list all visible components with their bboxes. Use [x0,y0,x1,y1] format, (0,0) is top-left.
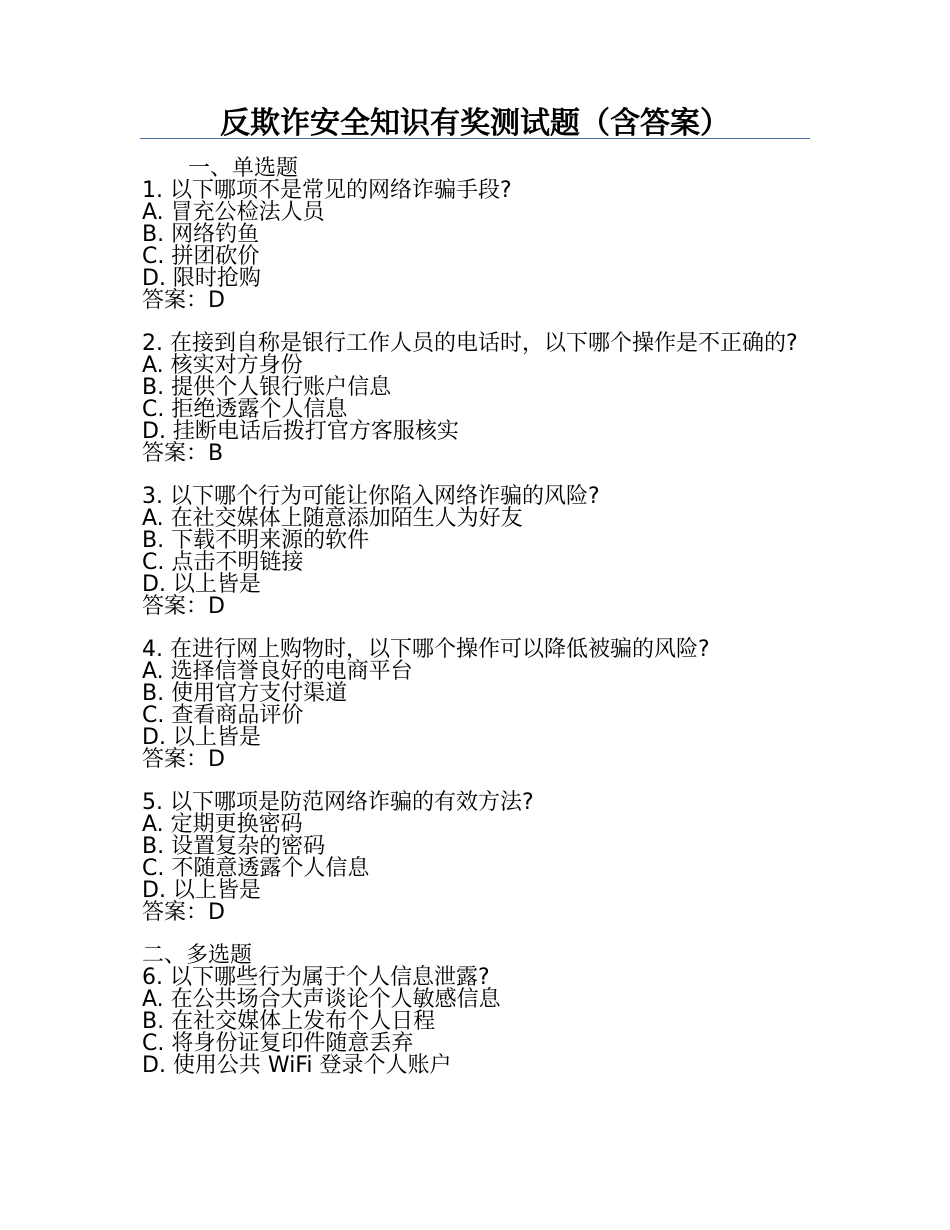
option-c: C. 拒绝透露个人信息 [142,397,348,422]
section-heading: 二、多选题 [142,943,253,968]
option-a: A. 在公共场合大声谈论个人敏感信息 [142,987,501,1012]
question-1 [142,180,802,312]
section-multiple-choice [142,945,802,1077]
option-c: C. 不随意透露个人信息 [142,856,370,881]
option-b: B. 在社交媒体上发布个人日程 [142,1009,436,1034]
option-a: A. 定期更换密码 [142,812,303,837]
question-text: 1. 以下哪项不是常见的网络诈骗手段? [142,178,512,203]
question-text: 5. 以下哪项是防范网络诈骗的有效方法? [142,790,534,815]
question-text: 2. 在接到自称是银行工作人员的电话时，以下哪个操作是不正确的? [142,331,798,356]
option-d: D. 以上皆是 [142,725,261,750]
answer: 答案：D [142,900,225,925]
option-d: D. 限时抢购 [142,266,261,291]
question-4 [142,639,802,771]
option-d: D. 挂断电话后拨打官方客服核实 [142,419,459,444]
answer: 答案：D [142,747,225,772]
question-3 [142,486,802,618]
option-d: D. 使用公共 WiFi 登录个人账户 [142,1053,452,1078]
answer: 答案：B [142,441,224,466]
title-underline [140,138,810,139]
question-text: 6. 以下哪些行为属于个人信息泄露? [142,965,490,990]
question-2 [142,333,802,465]
option-b: B. 提供个人银行账户信息 [142,375,392,400]
document-body [142,158,802,1077]
section-single-choice [142,158,802,945]
option-a: A. 冒充公检法人员 [142,200,325,225]
question-text: 4. 在进行网上购物时，以下哪个操作可以降低被骗的风险? [142,637,710,662]
option-d: D. 以上皆是 [142,572,261,597]
section-heading: 一、单选题 [188,156,299,181]
option-c: C. 点击不明链接 [142,550,304,575]
question-5 [142,792,802,924]
question-6 [142,967,802,1077]
option-c: C. 将身份证复印件随意丢弃 [142,1031,414,1056]
option-a: A. 在社交媒体上随意添加陌生人为好友 [142,506,523,531]
option-c: C. 查看商品评价 [142,703,304,728]
option-a: A. 核实对方身份 [142,353,303,378]
option-b: B. 网络钓鱼 [142,222,260,247]
option-c: C. 拼团砍价 [142,244,260,269]
answer: 答案：D [142,288,225,313]
document-title: 反欺诈安全知识有奖测试题（含答案） [220,106,730,141]
answer: 答案：D [142,594,225,619]
option-b: B. 下载不明来源的软件 [142,528,370,553]
option-d: D. 以上皆是 [142,878,261,903]
question-text: 3. 以下哪个行为可能让你陷入网络诈骗的风险? [142,484,600,509]
option-a: A. 选择信誉良好的电商平台 [142,659,413,684]
option-b: B. 设置复杂的密码 [142,834,326,859]
option-b: B. 使用官方支付渠道 [142,681,348,706]
